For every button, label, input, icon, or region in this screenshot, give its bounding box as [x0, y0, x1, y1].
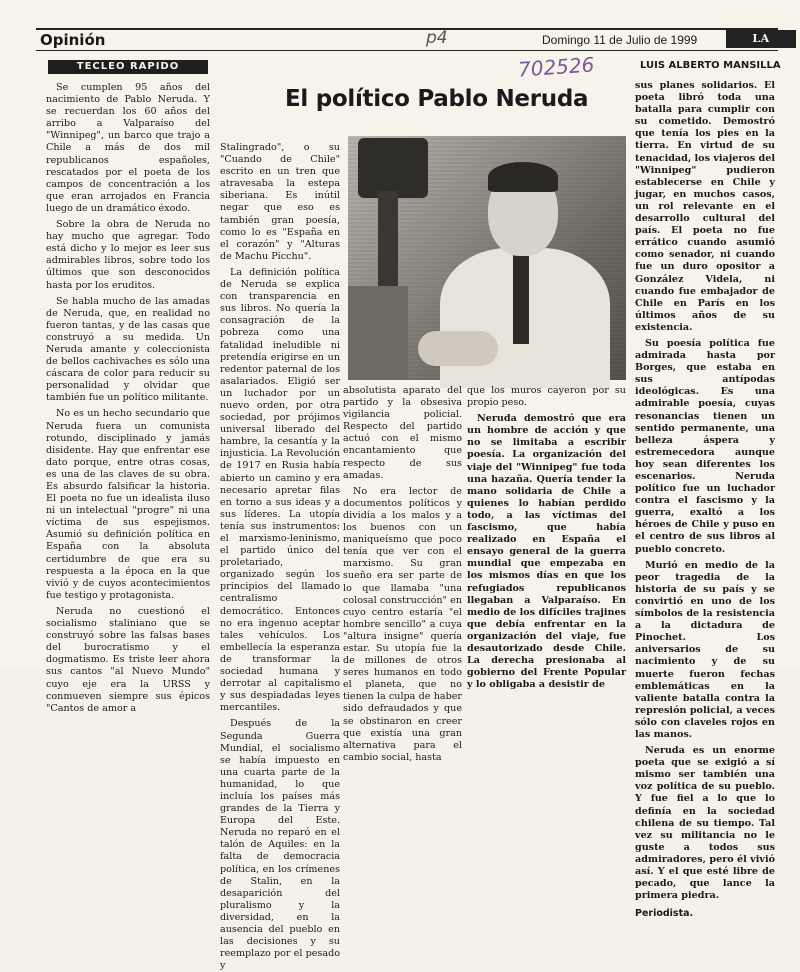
paragraph: que los muros cayeron por su propio peso. — [467, 385, 626, 409]
paragraph: absolutista aparato del partido y la obsesiva vigilancia policial. Respecto del partido actuó con el mismo encantamiento que respecto de sus amadas. — [343, 385, 462, 481]
paragraph: Neruda es un enorme poeta que se exigió a sí mismo ser también una voz política de su pueblo. Y fue fiel a lo que lo definía en la sociedad chilena de su tiempo. Tal vez su militancia no le guste a todos sus admiradores, pero él vivió así. Y el que esté libre de pecado, que lance la primera piedra. — [635, 745, 775, 902]
paragraph: Se habla mucho de las amadas de Neruda, que, en realidad no fueron tantas, y de las casas que construyó a su medida. Un Neruda amante y coleccionista de bellos cachivaches es sólo una cáscara de color para reducir su personalidad y olvidar que también fue un político militante. — [46, 295, 210, 404]
handwritten-page-mark: p4 — [426, 28, 448, 48]
author-signoff: Periodista. — [635, 908, 694, 920]
paragraph: Neruda no cuestionó el socialismo staliniano que se construyó sobre las falsas bases del burocratismo y el dogmatismo. Es triste leer ahora sus cantos "al Nuevo Mundo" cuyo eje era la URSS y conmueven siempre sus épicos "Cantos de amor a — [46, 605, 210, 714]
newspaper-logo: LA NACION — [726, 30, 796, 48]
paragraph: La definición política de Neruda se explica con transparencia en sus libros. No quería la consagración de la pobreza como una fatalidad ineludible ni pretendía erigirse en un redentor paternal de los asalariados. Eligió ser un luchador por un nuevo orden, por otra sociedad, por prójimos universal liberado del hambre, la cesantía y la injusticia. La Revolución de 1917 en Rusia había abierto un camino y era necesario apretar filas en torno a sus ideas y a sus líderes. La utopía tenía sus instrumentos: el marxismo-leninismo, el partido único del proletariado, organizado según los principios del llamado centralismo democrático. Entonces no era ingenuo aceptar tales vehículos. Los embellecía la esperanza de transformar la sociedad humana y derrotar al capitalismo y sus despiadadas leyes mercantiles. — [220, 266, 340, 714]
handwritten-archive-number: 702526 — [517, 52, 596, 82]
article-column-3 — [343, 385, 462, 763]
article-headline: El político Pablo Neruda — [285, 86, 589, 112]
publication-date: Domingo 11 de Julio de 1999 — [542, 33, 698, 47]
column-tag: TECLEO RAPIDO — [48, 60, 208, 74]
paragraph: Murió en medio de la peor tragedia de la historia de su país y se convirtió en uno de los símbolos de la resistencia a la dictadura de Pinochet. Los aniversarios de su nacimiento y de su muerte fueron fechas emblemáticas en la valiente batalla contra la represión policial, a veces sólo con claveles rojos en las manos. — [635, 559, 775, 740]
article-column-2 — [220, 142, 340, 972]
paragraph: Su poesía política fue admirada hasta por Borges, que estaba en sus antípodas ideológicas. Es una admirable poesía, cuyas resonancias tienen un sentido permanente, una belleza áspera y estremecedora aunque hoy sean diferentes los escenarios. Neruda político fue un luchador contra el fascismo y la guerra, exaltó a los héroes de Chile y puso en el centro de sus libros al pueblo concreto. — [635, 337, 775, 555]
article-column-1 — [46, 82, 210, 714]
paragraph: Stalingrado", o su "Cuando de Chile" escrito en un tren que atravesaba la estepa siberiana. Es inútil negar que eso es también gran poesía, como lo es "España en el corazón" y "Alturas de Machu Picchu". — [220, 142, 340, 262]
article-column-4 — [467, 385, 626, 691]
paragraph: No es un hecho secundario que Neruda fuera un comunista rotundo, disciplinado y jamás disidente. Hay que enfrentar ese dato porque, entre otras cosas, es una de las claves de su obra. Es absurdo falsificar la historia. El poeta no fue un idealista iluso ni un intelectual "progre" ni una víctima de sus espejismos. Asumió su definición política en España con la absoluta certidumbre de que era su respuesta a la época en la que vivió y de cuyos acontecimientos fue testigo y protagonista. — [46, 408, 210, 601]
section-name: Opinión — [40, 31, 106, 49]
paragraph: Sobre la obra de Neruda no hay mucho que agregar. Todo está dicho y lo mejor es leer sus admirables libros, sobre todo los últimos que son desconocidos hasta por los eruditos. — [46, 219, 210, 291]
article-column-5 — [635, 80, 775, 920]
paragraph: Neruda demostró que era un hombre de acción y que no se limitaba a escribir poesía. La organización del viaje del "Winnipeg" fue toda una hazaña. Quería tender la mano solidaria de Chile a quienes lo habían perdido todo, a las víctimas del fascismo, que había realizado en España el ensayo general de la guerra mundial que empezaba en los mismos días en que los refugiados republicanos llegaban a Valparaíso. En medio de los difíciles trajines que debía enfrentar en la organización del viaje, fue desautorizado desde Chile. La derecha presionaba al gobierno del Frente Popular y lo obligaba a desistir de — [467, 413, 626, 691]
author-byline: LUIS ALBERTO MANSILLA — [640, 60, 781, 71]
paragraph: Después de la Segunda Guerra Mundial, el socialismo se había impuesto en una cuarta parte de la humanidad, lo que incluía los países más grandes de la Tierra y Europa del Este. Neruda no reparó en el talón de Aquiles: en la falta de democracia política, en los crímenes de Stalin, en la desaparición del pluralismo y la diversidad, en la ausencia del pueblo en las decisiones y su reemplazo por el pesado y — [220, 718, 340, 972]
page-header — [36, 28, 789, 63]
paragraph: Se cumplen 95 años del nacimiento de Pablo Neruda. Y se recuerdan los 60 años del arribo a Valparaíso del "Winnipeg", un barco que trajo a Chile a más de dos mil republicanos españoles, rescatados por el poeta de los campos de concentración a los que eran arrojados en Francia luego de un dramático éxodo. — [46, 82, 210, 214]
portrait-photo — [348, 136, 626, 380]
paragraph: sus planes solidarios. El poeta libró toda una batalla para cumplir con su cometido. Demostró que tenía los pies en la tierra. En virtud de su tenacidad, los viajeros del "Winnipeg" pudieron establecerse en Chile y jugar, en muchos casos, un rol relevante en el desarrollo cultural del país. El poeta no fue errático cuando asumió como senador, ni cuando fue un duro opositor a González Videla, ni cuando fue embajador de Chile en París en los últimos años de su existencia. — [635, 80, 775, 333]
paragraph: No era lector de documentos políticos y dividía a los malos y a los buenos con un maniqueísmo que poco tenía que ver con el marxismo. Su gran sueño era ser parte de lo que llamaba "una colosal construcción" en cuyo centro estaría "el hombre sencillo" a cuya "altura insigne" quería estar. Su utopía fue la de millones de otros seres humanos en todo el planeta, que no tienen la culpa de haber sido defraudados y que se obstinaron en creer que existía una gran alternativa para el cambio social, hasta — [343, 485, 462, 763]
